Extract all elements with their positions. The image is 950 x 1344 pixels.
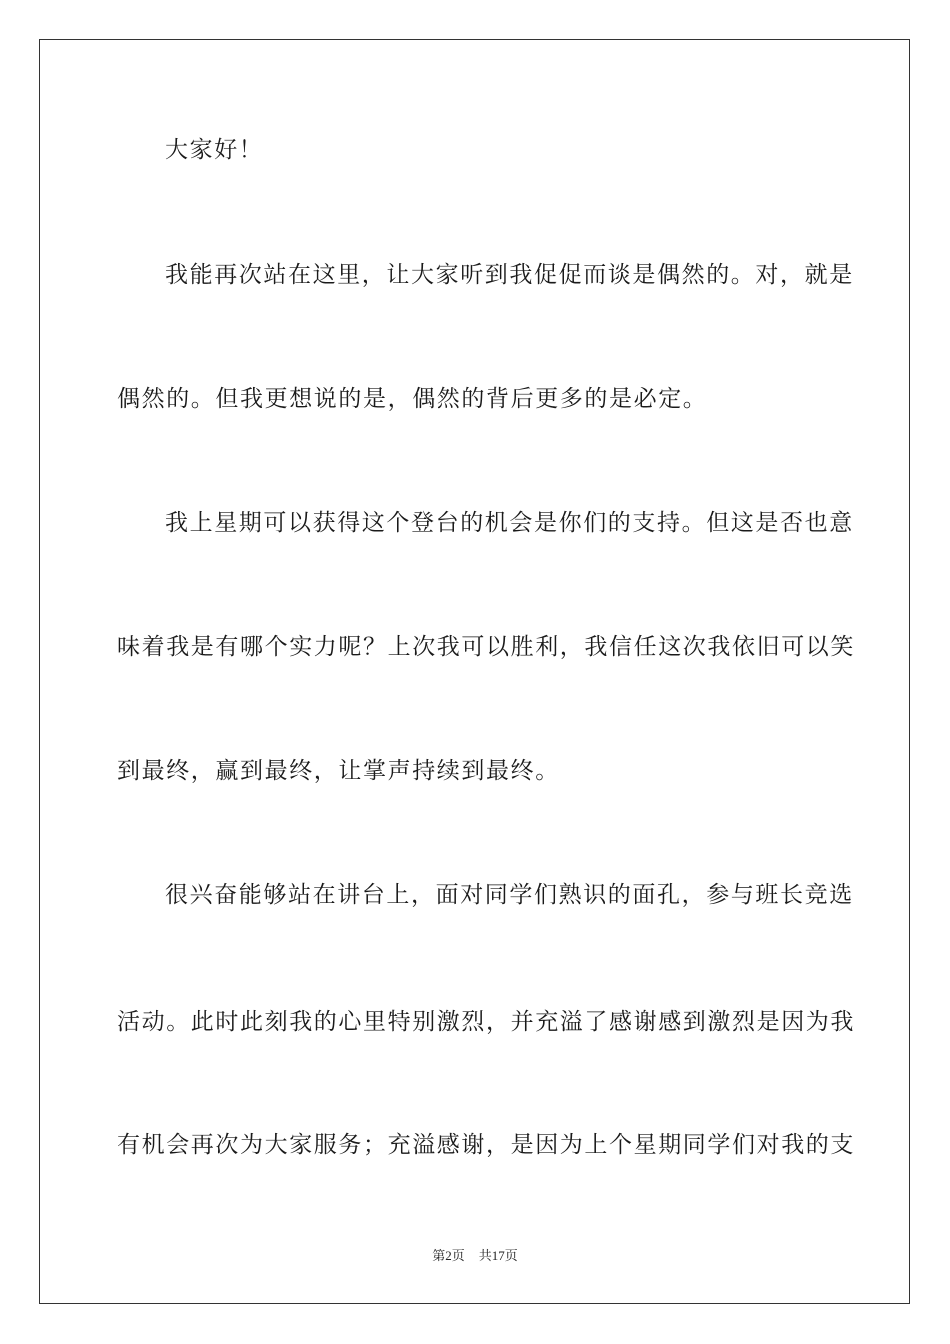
greeting-line: 大家好！ [165, 137, 264, 163]
paragraph-line: 到最终，赢到最终，让掌声持续到最终。 [117, 758, 560, 784]
paragraph-line: 我上星期可以获得这个登台的机会是你们的支持。但这是否也意 [165, 510, 854, 536]
paragraph-line: 我能再次站在这里，让大家听到我促促而谈是偶然的。对，就是 [165, 262, 854, 288]
paragraph-line: 有机会再次为大家服务；充溢感谢，是因为上个星期同学们对我的支 [117, 1132, 855, 1158]
paragraph-line: 很兴奋能够站在讲台上，面对同学们熟识的面孔，参与班长竞选 [165, 882, 854, 908]
total-page-count: 共17页 [478, 1248, 518, 1263]
current-page-number: 第2页 [432, 1248, 465, 1263]
paragraph-line: 活动。此时此刻我的心里特别激烈，并充溢了感谢感到激烈是因为我 [117, 1009, 855, 1035]
paragraph-line: 味着我是有哪个实力呢？上次我可以胜利，我信任这次我依旧可以笑 [117, 634, 855, 660]
page-frame [39, 39, 910, 1304]
paragraph-line: 偶然的。但我更想说的是，偶然的背后更多的是必定。 [117, 386, 708, 412]
page-footer [0, 1247, 950, 1265]
